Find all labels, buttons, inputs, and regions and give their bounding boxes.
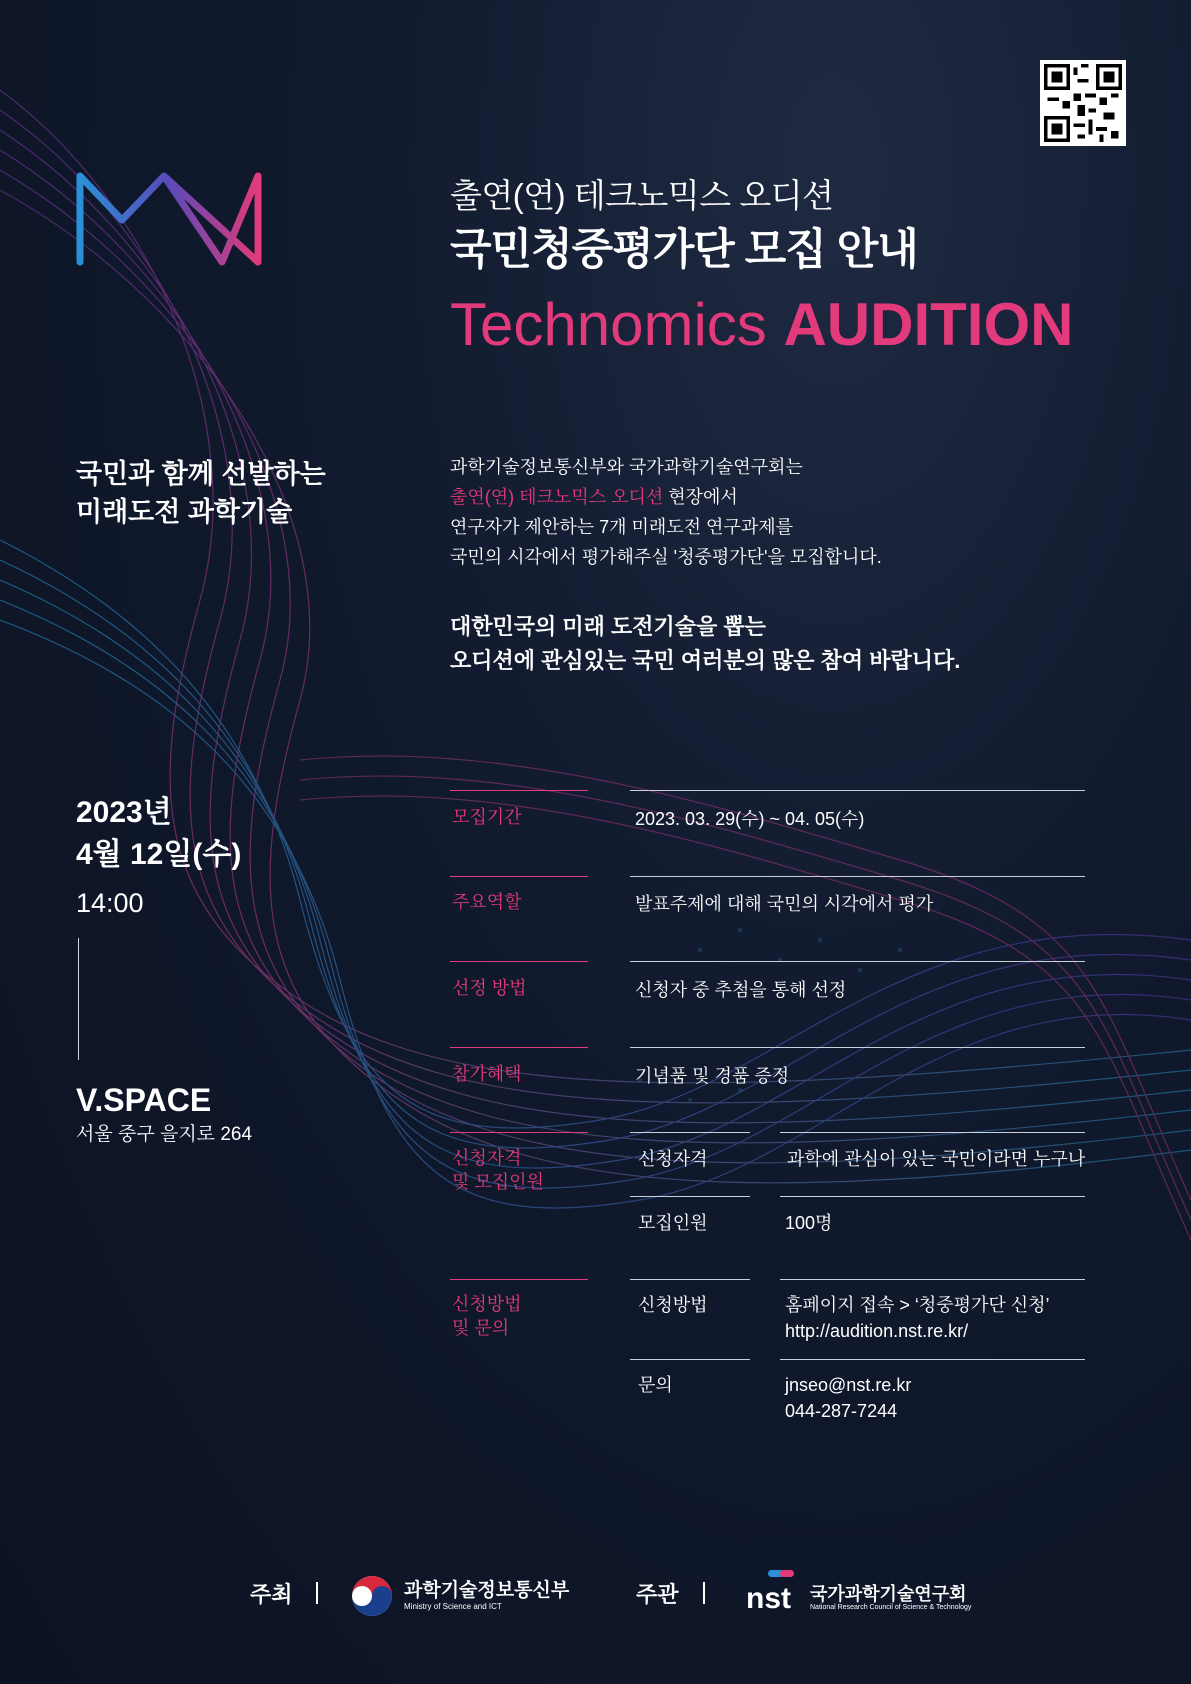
event-date — [76, 792, 241, 926]
period-value: 2023. 03. 29(수) ~ 04. 05(수) — [635, 809, 865, 829]
page-title: 국민청중평가단 모집 안내 — [450, 226, 918, 274]
nst-logo — [746, 1570, 802, 1612]
role-label: 주요역할 — [452, 892, 522, 912]
host-label: 주최 — [250, 1582, 293, 1607]
divider-line — [78, 938, 79, 1060]
venue-address: 서울 중구 을지로 264 — [76, 1124, 253, 1145]
row-divider — [780, 1359, 1085, 1360]
apply-value-1: 홈페이지 접속 > ‘청중평가단 신청’ — [785, 1295, 1050, 1315]
qualification-sub-label: 신청자격 — [638, 1149, 708, 1169]
row-divider — [630, 961, 1085, 962]
slogan — [76, 455, 326, 531]
apply-label — [452, 1292, 522, 1340]
apply-value — [785, 1292, 1050, 1344]
qualification-value: 과학에 관심이 있는 국민이라면 누구나 — [787, 1149, 1086, 1169]
row-divider — [630, 790, 1085, 791]
label-divider — [450, 790, 588, 791]
intro-line-3: 연구자가 제안하는 7개 미래도전 연구과제를 — [450, 517, 793, 537]
contact-email-link[interactable]: jnseo@nst.re.kr — [785, 1375, 912, 1395]
english-title-bold: AUDITION — [783, 291, 1074, 358]
qr-code-icon — [1044, 64, 1122, 142]
event-year: 2023년 — [76, 796, 172, 829]
count-sub-label: 모집인원 — [638, 1213, 708, 1233]
role-value: 발표주제에 대해 국민의 시각에서 평가 — [635, 894, 934, 914]
nst-logo-text: nst — [746, 1582, 791, 1612]
label-divider — [450, 1047, 588, 1048]
english-title-light: Technomics — [450, 291, 784, 358]
msit-name-ko: 과학기술정보통신부 — [404, 1580, 570, 1601]
msit-name-en: Ministry of Science and ICT — [404, 1602, 502, 1611]
english-title — [450, 290, 1073, 359]
row-divider — [630, 1047, 1085, 1048]
contact-value — [785, 1372, 911, 1424]
event-day: 4월 12일(수) — [76, 838, 242, 871]
venue-name: V.SPACE — [76, 1082, 212, 1118]
taegeuk-emblem-icon — [350, 1574, 394, 1618]
intro-line-4: 국민의 시각에서 평가해주실 '청중평가단'을 모집합니다. — [450, 547, 882, 567]
label-divider — [450, 961, 588, 962]
call-line-1: 대한민국의 미래 도전기술을 뽑는 — [450, 614, 766, 639]
benefit-label: 참가혜택 — [452, 1064, 522, 1084]
benefit-value: 기념품 및 경품 증정 — [635, 1066, 790, 1086]
qualification-label-1: 신청자격 — [452, 1148, 522, 1168]
footer-separator — [703, 1582, 705, 1604]
nst-name-en: National Research Council of Science & Technology — [810, 1604, 972, 1611]
footer-separator — [316, 1582, 318, 1604]
row-divider — [780, 1132, 1085, 1133]
row-divider — [780, 1196, 1085, 1197]
call-line-2: 오디션에 관심있는 국민 여러분의 많은 참여 바랍니다. — [450, 648, 961, 673]
intro-line-2 — [450, 482, 882, 512]
count-value: 100명 — [785, 1213, 833, 1233]
selection-label: 선정 방법 — [452, 978, 527, 998]
apply-sub-label: 신청방법 — [638, 1295, 708, 1315]
qr-code[interactable] — [1040, 60, 1126, 146]
sub-divider — [630, 1359, 750, 1360]
label-divider — [450, 1132, 588, 1133]
event-venue — [76, 1080, 252, 1150]
organizer-label: 주관 — [636, 1582, 679, 1607]
contact-phone: 044-287-7244 — [785, 1401, 898, 1421]
intro-line-2-rest: 현장에서 — [663, 487, 738, 507]
event-subtitle: 출연(연) 테크노믹스 오디션 — [450, 177, 834, 214]
qualification-label — [452, 1146, 544, 1194]
period-label: 모집기간 — [452, 807, 522, 827]
slogan-line-2: 미래도전 과학기술 — [76, 497, 293, 527]
sub-divider — [630, 1279, 750, 1280]
call-to-action — [450, 610, 960, 678]
intro-highlight: 출연(연) 테크노믹스 오디션 — [450, 487, 664, 507]
selection-value: 신청자 중 추첨을 통해 선정 — [635, 980, 847, 1000]
event-time: 14:00 — [76, 888, 144, 918]
apply-url-link[interactable]: http://audition.nst.re.kr/ — [785, 1321, 969, 1341]
row-divider — [630, 876, 1085, 877]
contact-sub-label: 문의 — [638, 1375, 673, 1395]
qualification-label-2: 및 모집인원 — [452, 1172, 544, 1192]
intro-line-1: 과학기술정보통신부와 국가과학기술연구회는 — [450, 457, 803, 477]
sub-divider — [630, 1196, 750, 1197]
row-divider — [780, 1279, 1085, 1280]
sub-divider — [630, 1132, 750, 1133]
intro-paragraph — [450, 452, 882, 572]
mx-logo — [76, 170, 264, 266]
label-divider — [450, 876, 588, 877]
apply-label-2: 및 문의 — [452, 1318, 510, 1338]
apply-label-1: 신청방법 — [452, 1294, 522, 1314]
nst-name-ko: 국가과학기술연구회 — [810, 1584, 967, 1604]
slogan-line-1: 국민과 함께 선발하는 — [76, 459, 326, 489]
label-divider — [450, 1279, 588, 1280]
